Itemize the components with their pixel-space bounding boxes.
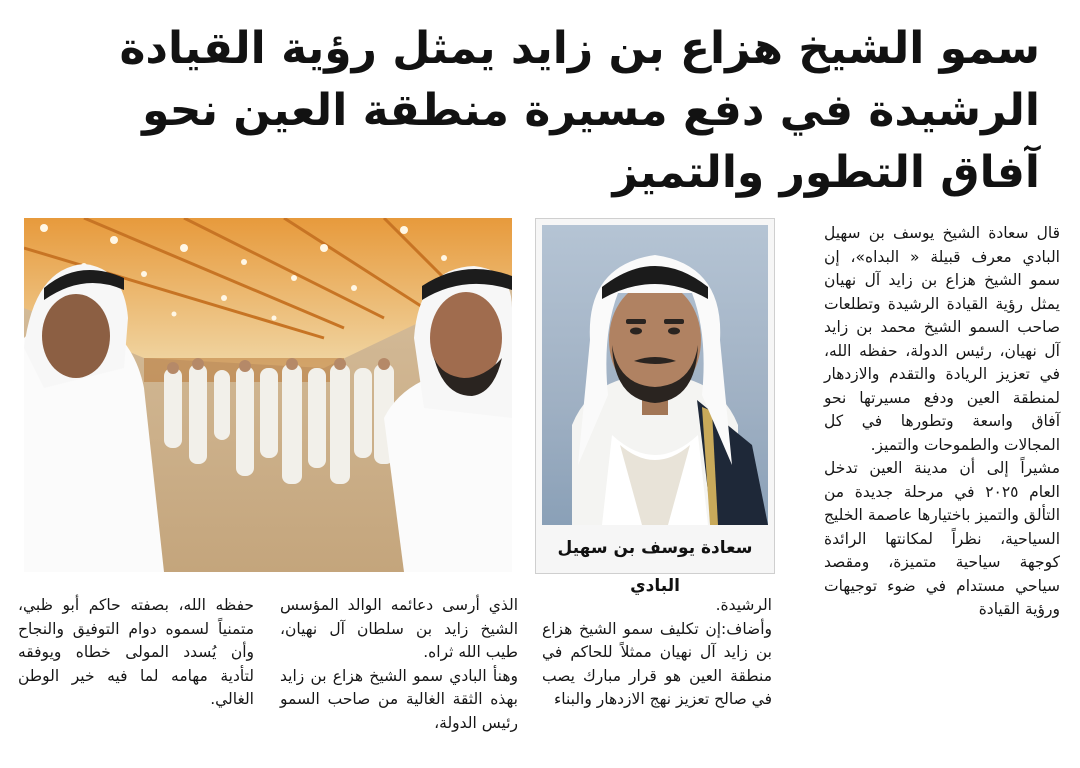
- portrait-photo: [542, 225, 768, 525]
- article-column-bottom-3: [18, 594, 254, 712]
- article-column-bottom-1: [542, 594, 772, 712]
- portrait-caption: سعادة يوسف بن سهيل البادي: [557, 538, 753, 596]
- paragraph: مشيراً إلى أن مدينة العين تدخل العام ٢٠٢٥ في مرحلة جديدة من التألق والتميز باختيارها عاصمة الخليج السياحية، نظراً لمكانتها الرائدة كوجهة سياحية متميزة، ومقصد سياحي مستدام في ضوء توجيهات ورؤية القيادة: [824, 459, 1060, 618]
- event-photo: [24, 218, 512, 572]
- paragraph: وهنأ البادي سمو الشيخ هزاع بن زايد بهذه الثقة الغالية من صاحب السمو رئيس الدولة،: [280, 666, 518, 732]
- portrait-figure: [535, 218, 775, 596]
- paragraph: الرشيدة.: [715, 596, 772, 614]
- headline-line-3: آفاق التطور والتميز: [612, 147, 1040, 198]
- event-photo-illustration: [24, 218, 512, 572]
- headline-line-2: الرشيدة في دفع مسيرة منطقة العين نحو: [142, 85, 1040, 136]
- portrait-illustration: [542, 225, 768, 525]
- article-headline: [20, 18, 1040, 204]
- headline-line-1: سمو الشيخ هزاع بن زايد يمثل رؤية القيادة: [119, 23, 1040, 74]
- paragraph: حفظه الله، بصفته حاكم أبو ظبي، متمنياً لسموه دوام التوفيق والنجاح وأن يُسدد المولى خطاه ويوفقه لتأدية مهامه لما فيه خير الوطن الغالي.: [18, 596, 254, 708]
- paragraph: الذي أرسى دعائمه الوالد المؤسس الشيخ زايد بن سلطان آل نهيان، طيب الله ثراه.: [280, 596, 518, 661]
- article-column-bottom-2: [280, 594, 518, 735]
- article-column-right: [824, 222, 1060, 622]
- paragraph: قال سعادة الشيخ يوسف بن سهيل البادي معرف قبيلة « البداه»، إن سمو الشيخ هزاع بن زايد آل نهيان يمثل رؤية القيادة الرشيدة وتطلعات صاحب السمو الشيخ محمد بن زايد آل نهيان، رئيس الدولة، حفظه الله، في تعزيز الريادة والتقدم والازدهار لمنطقة العين ودفع مسيرتها نحو آفاق واسعة وتطورها في كل المجالات والطموحات والتميز.: [824, 224, 1060, 454]
- paragraph: وأضاف:إن تكليف سمو الشيخ هزاع بن زايد آل نهيان ممثلاً للحاكم في منطقة العين هو قرار مبارك يصب في صالح تعزيز نهج الازدهار والبناء: [542, 619, 772, 708]
